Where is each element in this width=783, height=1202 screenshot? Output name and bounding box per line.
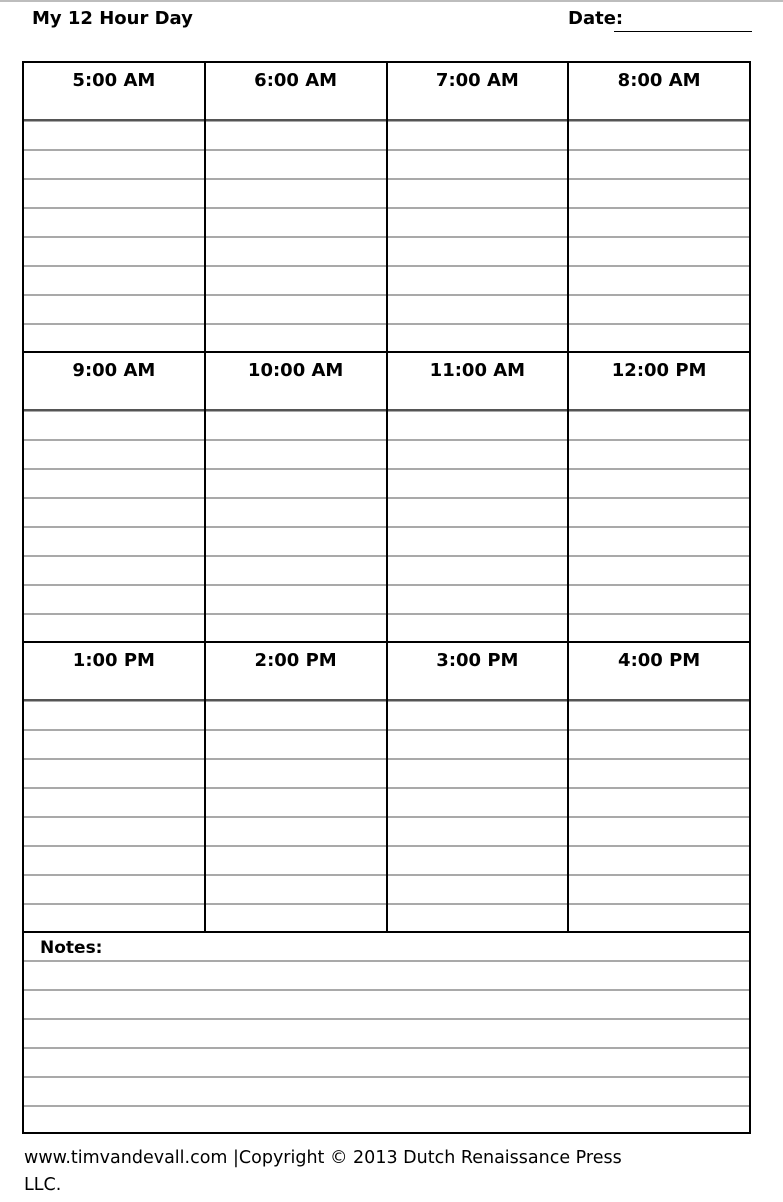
hour-cell[interactable] bbox=[388, 643, 570, 931]
hour-cell[interactable] bbox=[24, 353, 206, 641]
hour-cell[interactable] bbox=[206, 353, 388, 641]
copyright-footer: www.timvandevall.com |Copyright © 2013 Dutch Renaissance Press LLC. bbox=[24, 1148, 622, 1195]
hour-label: 10:00 AM bbox=[206, 353, 386, 411]
hour-cell[interactable] bbox=[569, 353, 749, 641]
hour-label: 4:00 PM bbox=[569, 643, 749, 701]
top-edge-line bbox=[0, 0, 783, 2]
hour-cell[interactable] bbox=[206, 643, 388, 931]
hour-label: 7:00 AM bbox=[388, 63, 568, 121]
hour-cell[interactable] bbox=[24, 643, 206, 931]
hour-cell[interactable] bbox=[388, 353, 570, 641]
hour-label: 3:00 PM bbox=[388, 643, 568, 701]
hour-cell[interactable] bbox=[24, 63, 206, 351]
date-fill-line[interactable] bbox=[614, 31, 752, 32]
schedule-grid bbox=[22, 61, 751, 1134]
notes-section[interactable] bbox=[24, 933, 749, 1132]
hour-block-afternoon bbox=[24, 643, 749, 933]
hour-cell[interactable] bbox=[388, 63, 570, 351]
hour-cell[interactable] bbox=[569, 63, 749, 351]
hour-label: 1:00 PM bbox=[24, 643, 204, 701]
hour-label: 11:00 AM bbox=[388, 353, 568, 411]
notes-label: Notes: bbox=[24, 933, 749, 962]
date-label: Date: bbox=[568, 8, 624, 29]
hour-label: 12:00 PM bbox=[569, 353, 749, 411]
hour-label: 9:00 AM bbox=[24, 353, 204, 411]
hour-label: 6:00 AM bbox=[206, 63, 386, 121]
hour-block-midday bbox=[24, 353, 749, 643]
hour-cell[interactable] bbox=[206, 63, 388, 351]
hour-label: 5:00 AM bbox=[24, 63, 204, 121]
page-title: My 12 Hour Day bbox=[32, 8, 193, 29]
hour-block-morning bbox=[24, 63, 749, 353]
hour-cell[interactable] bbox=[569, 643, 749, 931]
hour-label: 2:00 PM bbox=[206, 643, 386, 701]
hour-label: 8:00 AM bbox=[569, 63, 749, 121]
